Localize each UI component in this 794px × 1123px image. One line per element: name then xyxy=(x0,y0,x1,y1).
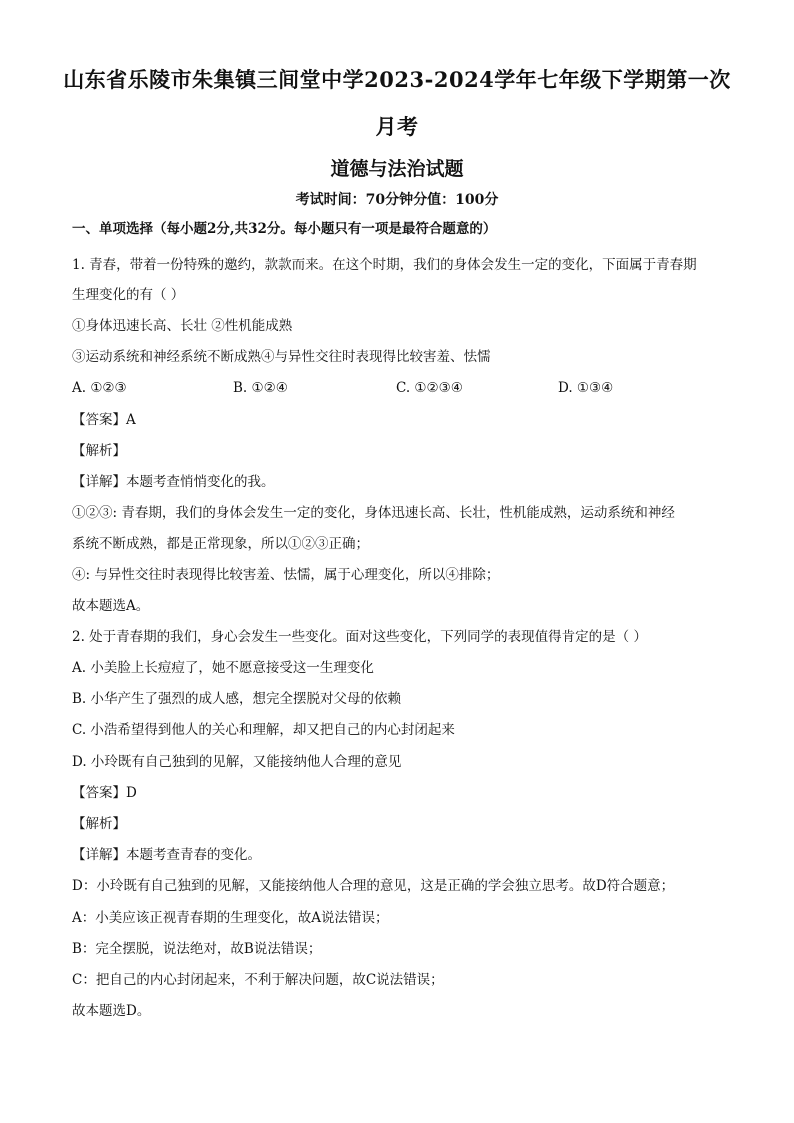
q1-explanation-line2: 系统不断成熟，都是正常现象，所以①②③正确； xyxy=(72,536,369,552)
q1-explanation-line3: ④: 与异性交往时表现得比较害羞、怯懦，属于心理变化，所以④排除； xyxy=(72,567,500,583)
section-heading: 一、单项选择（每小题2分,共32分。每小题只有一项是最符合题意的） xyxy=(72,221,497,237)
q1-stem-line1: 1. 青春，带着一份特殊的邀约，款款而来。在这个时期，我们的身体会发生一定的变化，下面属于青春期 xyxy=(72,257,697,273)
q1-conclusion: 故本题选A。 xyxy=(72,598,150,614)
q2-explanation-b: B：完全摆脱，说法绝对，故B说法错误； xyxy=(72,941,322,957)
exam-info: 考试时间：70分钟分值：100分 xyxy=(295,192,499,208)
q2-explanation-c: C：把自己的内心封闭起来，不利于解决问题，故C说法错误； xyxy=(72,972,444,988)
q2-conclusion: 故本题选D。 xyxy=(72,1003,151,1019)
exam-title-line1: 山东省乐陵市朱集镇三间堂中学2023-2024学年七年级下学期第一次 xyxy=(63,67,731,92)
q1-stem-line2: 生理变化的有（ ） xyxy=(72,287,185,303)
q1-analysis-label: 【解析】 xyxy=(72,443,126,459)
q2-detail: 【详解】本题考查青春的变化。 xyxy=(72,847,261,863)
q1-option-a: A. ①②③ xyxy=(72,380,127,396)
q1-option-b: B. ①②④ xyxy=(233,380,288,396)
q2-explanation-a: A：小美应该正视青春期的生理变化，故A说法错误； xyxy=(72,910,389,926)
q2-option-a: A. 小美脸上长痘痘了，她不愿意接受这一生理变化 xyxy=(72,660,374,676)
q1-item-line1: ①身体迅速长高、长壮 ②性机能成熟 xyxy=(72,318,293,334)
q1-answer: 【答案】A xyxy=(72,412,136,428)
q2-option-c: C. 小浩希望得到他人的关心和理解，却又把自己的内心封闭起来 xyxy=(72,722,455,738)
q2-explanation-d: D：小玲既有自己独到的见解，又能接纳他人合理的意见，这是正确的学会独立思考。故D符合题意； xyxy=(72,878,675,894)
q2-answer: 【答案】D xyxy=(72,785,137,801)
q2-option-b: B. 小华产生了强烈的成人感，想完全摆脱对父母的依赖 xyxy=(72,691,402,707)
q1-detail: 【详解】本题考查悄悄变化的我。 xyxy=(72,474,275,490)
q1-explanation-line1: ①②③: 青春期，我们的身体会发生一定的变化，身体迅速长高、长壮，性机能成熟，运动系统和神经 xyxy=(72,505,675,521)
q1-item-line2: ③运动系统和神经系统不断成熟④与异性交往时表现得比较害羞、怯懦 xyxy=(72,349,491,365)
q2-analysis-label: 【解析】 xyxy=(72,816,126,832)
subject-title: 道德与法治试题 xyxy=(330,158,464,180)
q1-option-d: D. ①③④ xyxy=(558,380,614,396)
exam-title-line2: 月考 xyxy=(375,114,419,139)
q2-stem: 2. 处于青春期的我们，身心会发生一些变化。面对这些变化，下列同学的表现值得肯定的是（ ） xyxy=(72,629,647,645)
q1-option-c: C. ①②③④ xyxy=(396,380,463,396)
q2-option-d: D. 小玲既有自己独到的见解，又能接纳他人合理的意见 xyxy=(72,754,402,770)
